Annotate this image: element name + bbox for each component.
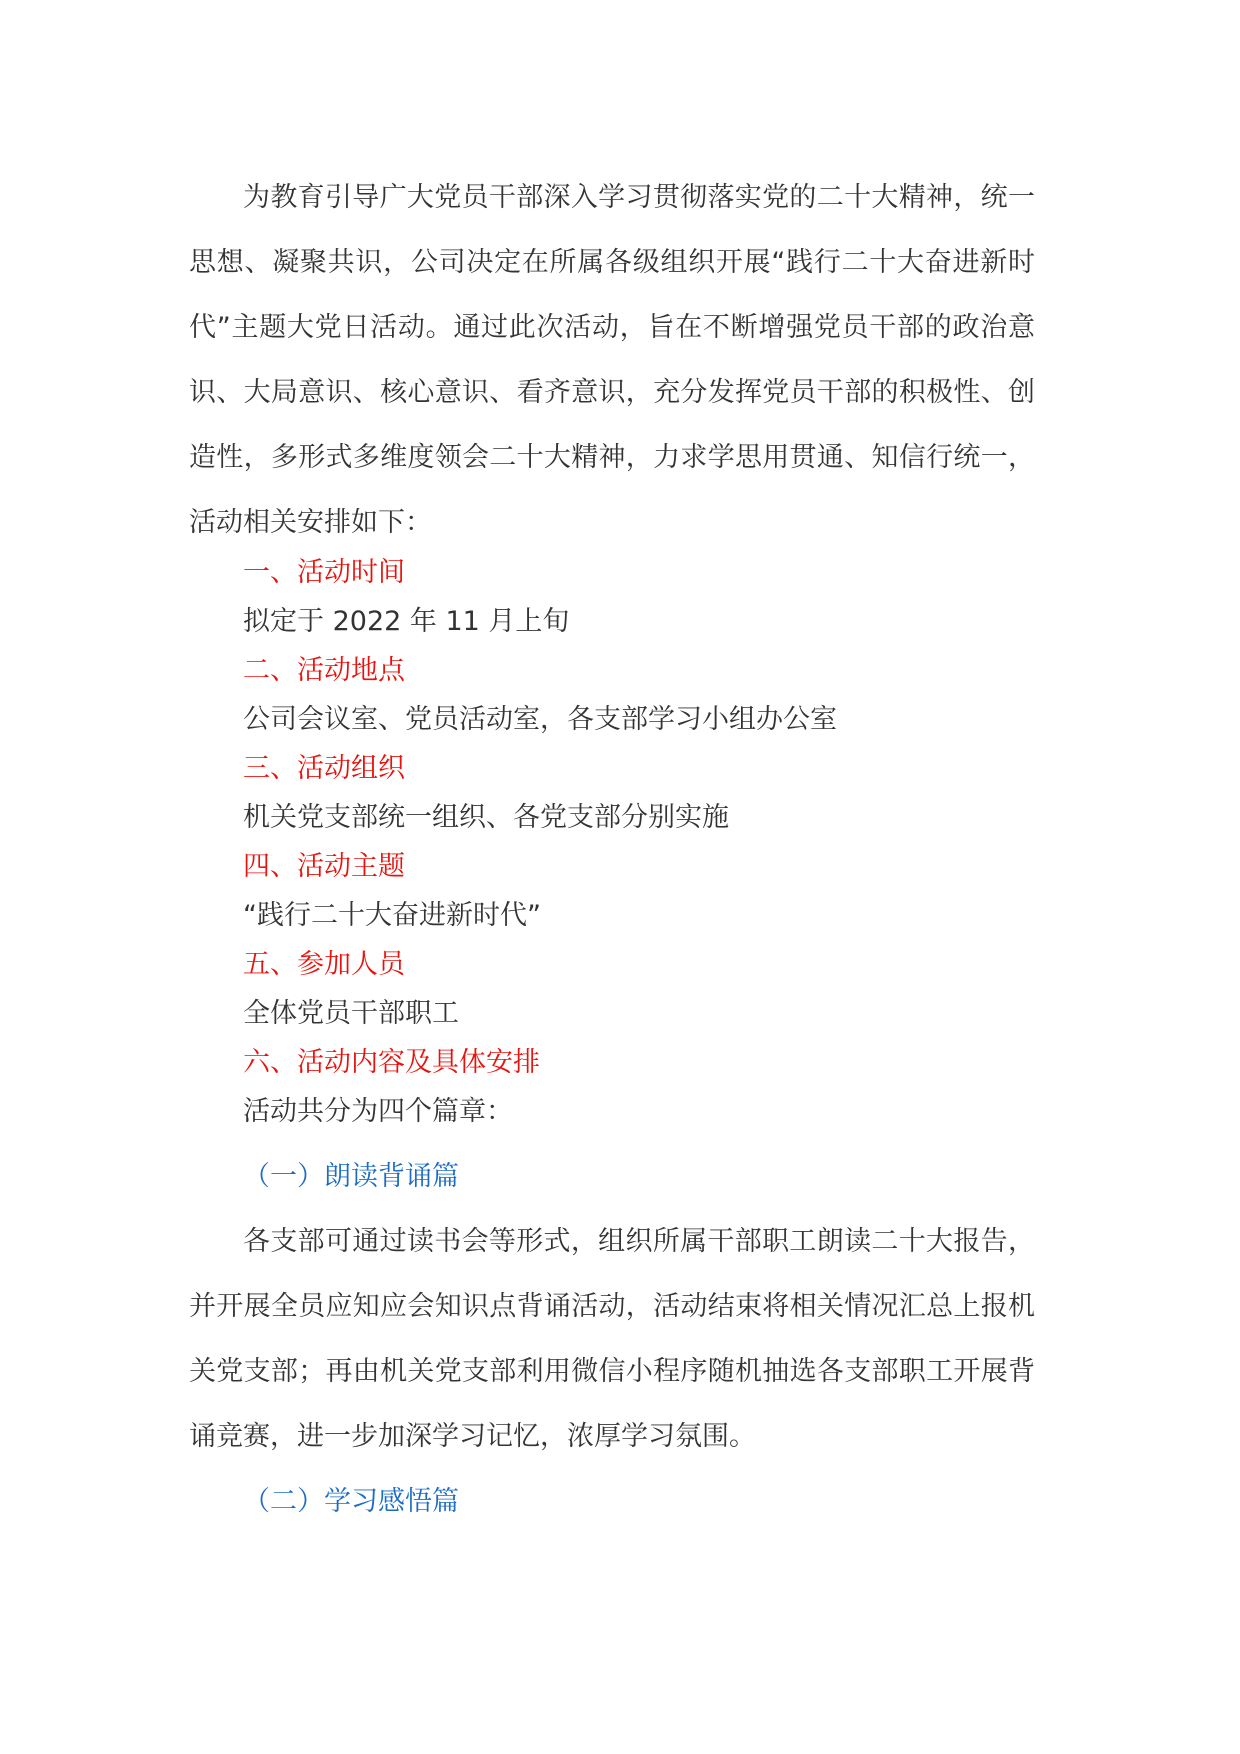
section-heading-time: 一、活动时间 bbox=[243, 557, 405, 588]
section-heading-theme: 四、活动主题 bbox=[243, 851, 405, 882]
chapter-heading-reading: （一）朗读背诵篇 bbox=[243, 1161, 459, 1192]
section-heading-organization: 三、活动组织 bbox=[243, 753, 405, 784]
intro-paragraph: 为教育引导广大党员干部深入学习贯彻落实党的二十大精神，统一思想、凝聚共识，公司决定在所属各级组织开展“践行二十大奋进新时代”主题大党日活动。通过此次活动，旨在不断增强党员干部的政治意识、大局意识、核心意识、看齐意识，充分发挥党员干部的积极性、创造性，多形式多维度领会二十大精神，力求学思用贯通、知信行统一，活动相关安排如下： bbox=[189, 182, 1035, 538]
section-heading-participants: 五、参加人员 bbox=[243, 949, 405, 980]
section-heading-content: 六、活动内容及具体安排 bbox=[243, 1047, 540, 1078]
section-content-participants: 全体党员干部职工 bbox=[243, 998, 459, 1029]
section-content-location: 公司会议室、党员活动室，各支部学习小组办公室 bbox=[243, 704, 837, 735]
section-content-content: 活动共分为四个篇章： bbox=[243, 1096, 513, 1127]
arrangement-list bbox=[189, 548, 1035, 1136]
chapter-body-reading: 各支部可通过读书会等形式，组织所属干部职工朗读二十大报告，并开展全员应知应会知识点背诵活动，活动结束将相关情况汇总上报机关党支部；再由机关党支部利用微信小程序随机抽选各支部职工开展背诵竞赛，进一步加深学习记忆，浓厚学习氛围。 bbox=[189, 1226, 1035, 1452]
chapter-heading-reflection: （二）学习感悟篇 bbox=[243, 1486, 459, 1517]
section-content-theme: “践行二十大奋进新时代” bbox=[243, 900, 541, 931]
section-heading-location: 二、活动地点 bbox=[243, 655, 405, 686]
section-content-time: 拟定于 2022 年 11 月上旬 bbox=[243, 606, 570, 637]
section-content-organization: 机关党支部统一组织、各党支部分别实施 bbox=[243, 802, 729, 833]
